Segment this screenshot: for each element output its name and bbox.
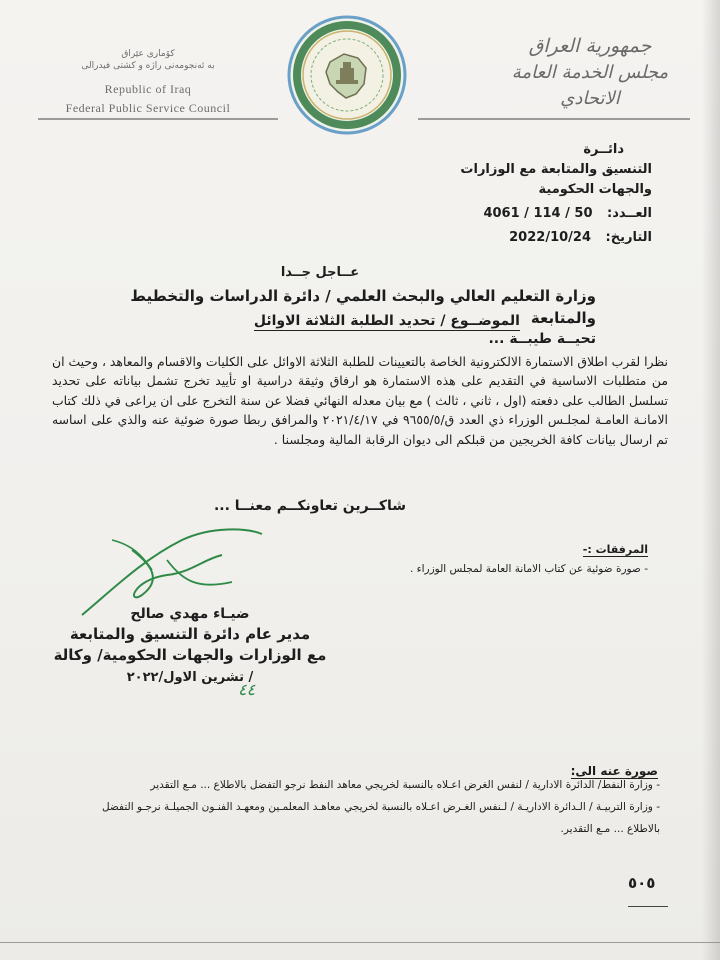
header-left-block bbox=[38, 48, 258, 116]
reference-number-label: العــدد: bbox=[607, 206, 652, 221]
header-rule-left bbox=[38, 118, 278, 120]
signatory-date: / تشرين الاول/٢٠٢٢ bbox=[126, 670, 254, 685]
header-arabic-line1: جمهورية العراق bbox=[528, 35, 652, 57]
cc-item-text: وزارة التربيـة / الـدائرة الاداريـة / لـنفس الغـرض اعـلاه بالنسبة لخريجي معاهـد المعلمـين ومعهـد الفنـون الجميلـة نرجـو التفضل بالاطلاع ... مـع التقدير. bbox=[101, 801, 660, 835]
reference-date-row bbox=[352, 226, 652, 250]
recipient-line: وزارة التعليم العالي والبحث العلمي / دائرة الدراسات والتخطيط والمتابعة bbox=[130, 287, 596, 327]
signatory-title-line2: مع الوزارات والجهات الحكومية/ وكالة bbox=[53, 646, 327, 664]
department-block bbox=[352, 140, 652, 200]
greeting-line: تحيــة طيبــة ... bbox=[488, 331, 596, 347]
subject-text: الموضــوع / تحديد الطلبة الثلاثة الاوائل bbox=[253, 313, 520, 329]
reference-date-label: التاريخ: bbox=[605, 230, 652, 245]
reference-number-row bbox=[352, 202, 652, 226]
cc-item-text: وزارة النفط/ الدائرة الادارية / لنفس الغرض اعـلاه بالنسبة لخريجي معاهد النفط نرجو التفضل بالاطلاع ... مـع التقدير bbox=[150, 779, 653, 791]
footer-rule bbox=[0, 942, 720, 943]
page-number-rule bbox=[628, 906, 668, 907]
thanks-line: شاكــرين تعاونكــم معنــا ... bbox=[213, 498, 407, 514]
department-line1: دائــرة bbox=[583, 142, 624, 157]
cc-item: - وزارة النفط/ الدائرة الادارية / لنفس الغرض اعـلاه بالنسبة لخريجي معاهد النفط نرجو التفضل بالاطلاع ... مـع التقدير bbox=[150, 779, 660, 791]
reference-date-value: 2022/10/24 bbox=[509, 230, 591, 245]
handwritten-day: ٤٤ bbox=[238, 680, 256, 699]
header-english-line2: Federal Public Service Council bbox=[65, 101, 231, 115]
signatory-block bbox=[40, 604, 340, 688]
header-arabic-line2: مجلس الخدمة العامة الاتحادي bbox=[511, 62, 669, 109]
attachment-item: - صورة ضوئية عن كتاب الامانة العامة لمجلس الوزراء . bbox=[409, 563, 648, 575]
cc-title-text: صورة عنه الى: bbox=[570, 764, 658, 778]
reference-block bbox=[352, 202, 652, 250]
cc-list bbox=[80, 774, 660, 840]
cc-item: - وزارة التربيـة / الـدائرة الاداريـة / لـنفس الغـرض اعـلاه بالنسبة لخريجي معاهـد المعلمـين ومعهـد الفنـون الجميلـة نرجـو التفضل بالاطلاع ... مـع التقدير. bbox=[101, 801, 660, 835]
subject-line bbox=[200, 311, 520, 331]
letter-body: نظرا لقرب اطلاق الاستمارة الالكترونية الخاصة بالتعيينات للطلبة الثلاثة الاوائل على الكليات والاقسام والمعاهد ، وحيث ان من متطلبات الاساسية في التقديم على هذه الاستمارة هو ارفاق وثيقة دراسية او تأييد تخرج تشمل بياناته على تحديد تسلسل الطالب على دفعته (اول ، ثاني ، ثالث ) مع بيان معدله النهائي فضلا عن سنة التخرج على ان يراعى في ذلك كتاب الامانـة العامـة لمجلـس الوزراء ذي العدد ق/٩٦٥٥/٥ في ٢٠٢١/٤/١٧ والمرافق ربطا صورة ضوئية عنه والذي على اساسه تم ارسال بيانات كافة الخريجين من قبلكم الى ديوان الرقابة المالية ومجلسنا . bbox=[52, 354, 668, 447]
attachment-item-text: صورة ضوئية عن كتاب الامانة العامة لمجلس الوزراء . bbox=[409, 563, 641, 575]
reference-number-value: 50 / 114 / 4061 bbox=[483, 206, 593, 221]
signatory-title-line1: مدير عام دائرة التنسيق والمتابعة bbox=[69, 625, 311, 643]
header-english-line1: Republic of Iraq bbox=[104, 82, 192, 96]
attachments-title bbox=[448, 543, 648, 556]
header-right-block bbox=[480, 32, 700, 112]
header-kurdish-line1: کۆماری عێراق bbox=[121, 49, 175, 59]
department-line3: والجهات الحكومية bbox=[538, 182, 652, 197]
header-rule-right bbox=[418, 118, 690, 120]
header-kurdish-line2: بە ئەنجومەنی راژە و کشتی فیدرالی bbox=[81, 61, 215, 71]
page-edge-shadow bbox=[702, 0, 720, 960]
signatory-name: ضيـاء مهدي صالح bbox=[130, 606, 250, 622]
urgent-label: عــاجل جــدا bbox=[280, 265, 360, 280]
page-number: ٥٠٥ bbox=[628, 874, 656, 892]
attachments-title-text: المرفقات :- bbox=[582, 543, 648, 556]
department-line2: التنسيق والمتابعة مع الوزارات bbox=[460, 162, 652, 177]
council-seal-icon bbox=[286, 14, 408, 136]
